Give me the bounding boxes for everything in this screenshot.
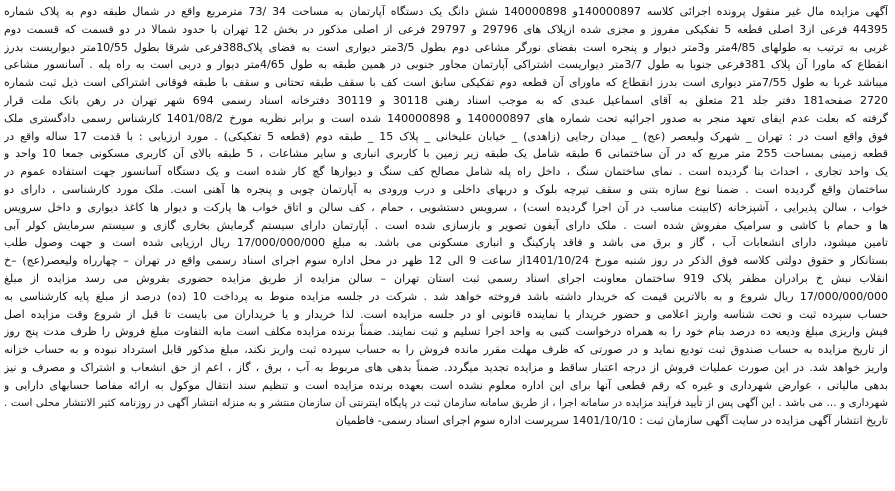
notice-line: فوق واقع است در : تهران _ شهرک ولیعصر (عج) _ میدان رجایی (زاهدی) _ خیابان علیخانی _ پلاک 15 _ طبقه دوم (قطعه 5 تفکیکی) . مورد ارزیابی : با قدمت 17 ساله واقع در [4,129,888,143]
notice-line: ها و حمام با کاشی و سرامیک مفروش شده است . ملک دارای آیفون تصویر و بازسازی شده است . آپارتمان دارای سیستم گرمایش بخاری گازی و سیستم سرمایش کولر آبی [4,218,888,232]
notice-line: از تاریخ مزایده به حساب صندوق ثبت تودیع نماید و در صورتی که ظرف مهلت مقرر مانده فروش را به حساب سپرده ثبت واریز نکند، مبلغ مذکور قابل استرداد نبوده و به حساب خزانه [4,343,888,357]
notice-line: فیش واریزی مبلغ ودیعه ده درصد بنام خود را به همراه درخواست کتبی به واحد اجرا تسلیم و ثبت نمایند. ضمناً برنده مزایده مکلف است مابه التفاوت مبلغ فروش را ظرف مدت پنج روز [4,325,888,339]
notice-line: تامین میشود، دارای انشعابات آب ، گاز و برق می باشد و فاقد پارکینگ و انباری مسکونی می باشد. به مبلغ 17/000/000/000 ریال ارزیابی شده است و جهت وصول طلب [4,236,888,250]
notice-line: گرفته که بعلت عدم ایفای تعهد منجر به صدور اجرائیه تحت شماره های 140000897 و 140000898 شده است و برابر نظریه مورخ 1401/08/2 کارشناس رسمی دادگستری ملک [4,111,888,125]
notice-line: انقطاع که ماورا آن پلاک 381فرعی جنوبا به طول 3/7متر دیواریست اشتراکی آپارتمان مجاور جنوبی در همین طبقه به طول 4/65متر دیوار و دربی است به راه پله . آسانسور مشاعی [4,58,888,72]
notice-line: شهرداری و … می باشد . این آگهی پس از تأیید فرآیند مزایده در سامانه اجرا ، از طریق سامانه سازمان ثبت در پایگاه اینترنتی آن سازمان منتشر و به منزله انتشار آگهی در روزنامه کثیر الانتشار محلی است . [4,396,888,409]
notice-line: یک واحد تجاری ، احداث بنا گردیده است . نمای ساختمان سنگ ، داخل راه پله شامل مصالح کف سنگ و دیوارها گچ کار شده است و یک دستگاه آسانسور جهت استفاده عموم در [4,165,888,179]
notice-line: 44395 فرعی از3 اصلی قطعه 5 تفکیکی مفروز و مجزی شده ازپلاک های 29796 و 29797 فرعی از اصلی مذکور در بخش 12 تهران با حدود شمالا در دو قسمت که قسمت دوم [4,22,888,36]
notice-line: حساب سپرده ثبت و تحت شناسه واریز اعلامی و حضور خریدار یا نماینده قانونی او در جلسه مزایده است. لذا خریدار و یا خریداران می بایست تا قبل از شروع وقت مزایده اصل [4,307,888,321]
notice-line: 2720 صفحه181 دفتر جلد 21 متعلق به آقای اسماعیل عبدی که به موجب اسناد رهنی 30118 و 30119 دفترخانه اسناد رسمی 694 شهر تهران در رهن بانک ملت قرار [4,93,888,107]
notice-line: بستانکار و حقوق دولتی کلاسه فوق الذکر در روز شنبه مورخ 1401/10/24از ساعت 9 الی 12 ظهر در محل اداره سوم اجرای اسناد رسمی واقع در تهران – چهارراه ولیعصر(عج) –خ [4,254,888,268]
notice-line: انقلاب نبش خ برادران مظفر پلاک 919 ساختمان معاونت اجرای اسناد رسمی ثبت استان تهران – سالن مزایده از طریق مزایده حضوری بفروش می رسد مزایده از مبلغ [4,271,888,285]
notice-line: بدهی مالیاتی ، عوارض شهرداری و غیره که رقم قطعی آنها برای این اداره معلوم نشده است بعهده برنده مزایده است و تنظیم سند انتقال موکول به ارائه مفاصا حسابهای دارایی و [4,378,888,392]
notice-line: واریز خواهد شد. در این صورت عملیات فروش از درجه اعتبار ساقط و مزایده تجدید میگردد. ضمناً بدهی های مربوط به آب ، برق ، گاز ، اعم از حق انشعاب و اشتراک و مصرف و نیز [4,360,888,374]
notice-line: آگهی مزایده مال غیر منقول پرونده اجرائی کلاسه 140000897و 140000898 شش دانگ یک دستگاه آپارتمان به مساحت 34 /73 مترمربع واقع در شمال طبقه دوم به پلاک شماره [4,5,888,18]
notice-line: قطعه زمینی بمساحت 255 متر مربع که در آن ساختمانی 6 طبقه شامل یک طبقه زیر زمین با کاربری انباری و سایر مشاعات ، 5 طبقه بالای آن کاربری مسکونی جمعا 10 واحد و [4,147,888,161]
notice-line: 17/000/000/000 ریال شروع و به بالاترین قیمت که خریدار داشته باشد فروخته خواهد شد . شرکت در جلسه مزایده منوط به پرداخت 10 (ده) درصد از مبلغ پایه کارشناسی به [4,289,888,303]
notice-line: ساختمان واقع گردیده است . ضمنا نوع سازه بتنی و سقف تیرچه بلوک و دربهای داخلی و درب ورودی به آپارتمان چوبی و پنجره ها آهنی است. ملک مورد کارشناسی ، دارای دو [4,182,888,196]
auction-notice-text [4,3,888,487]
notice-line-publication-date: تاریخ انتشار آگهی مزایده در سایت آگهی سازمان ثبت : 1401/10/10 سرپرست اداره سوم اجرای اسناد رسمی- فاطمیان [335,414,888,428]
notice-line: غربی به ترتیب به طولهای 4/85متر و3متر دیوار و پنجره است بفضای نورگر مشاعی دوم بطول 3/5متر دیواری است به فضای پلاک388فرعی شرقا بطول 10/55متر دیواریست بدرز [4,40,888,54]
notice-line: میباشد غربا به طول 7/55متر دیواری است بدرز انقطاع که ماورای آن قطعه دوم تفکیکی سابق است کف با سقف طبقه تحتانی و سقف با طبقه فوقانی اشتراکی است ذیل ثبت شماره [4,76,888,90]
notice-line: خواب ، سالن پذیرایی ، آشپزخانه (کابینت مناسب در آن اجرا گردیده است) ، سرویس دستشویی ، حمام ، کف سالن و اتاق خواب ها پارکت و دیوار ها کاغذ دیواری و داخل سرویس [4,200,888,214]
